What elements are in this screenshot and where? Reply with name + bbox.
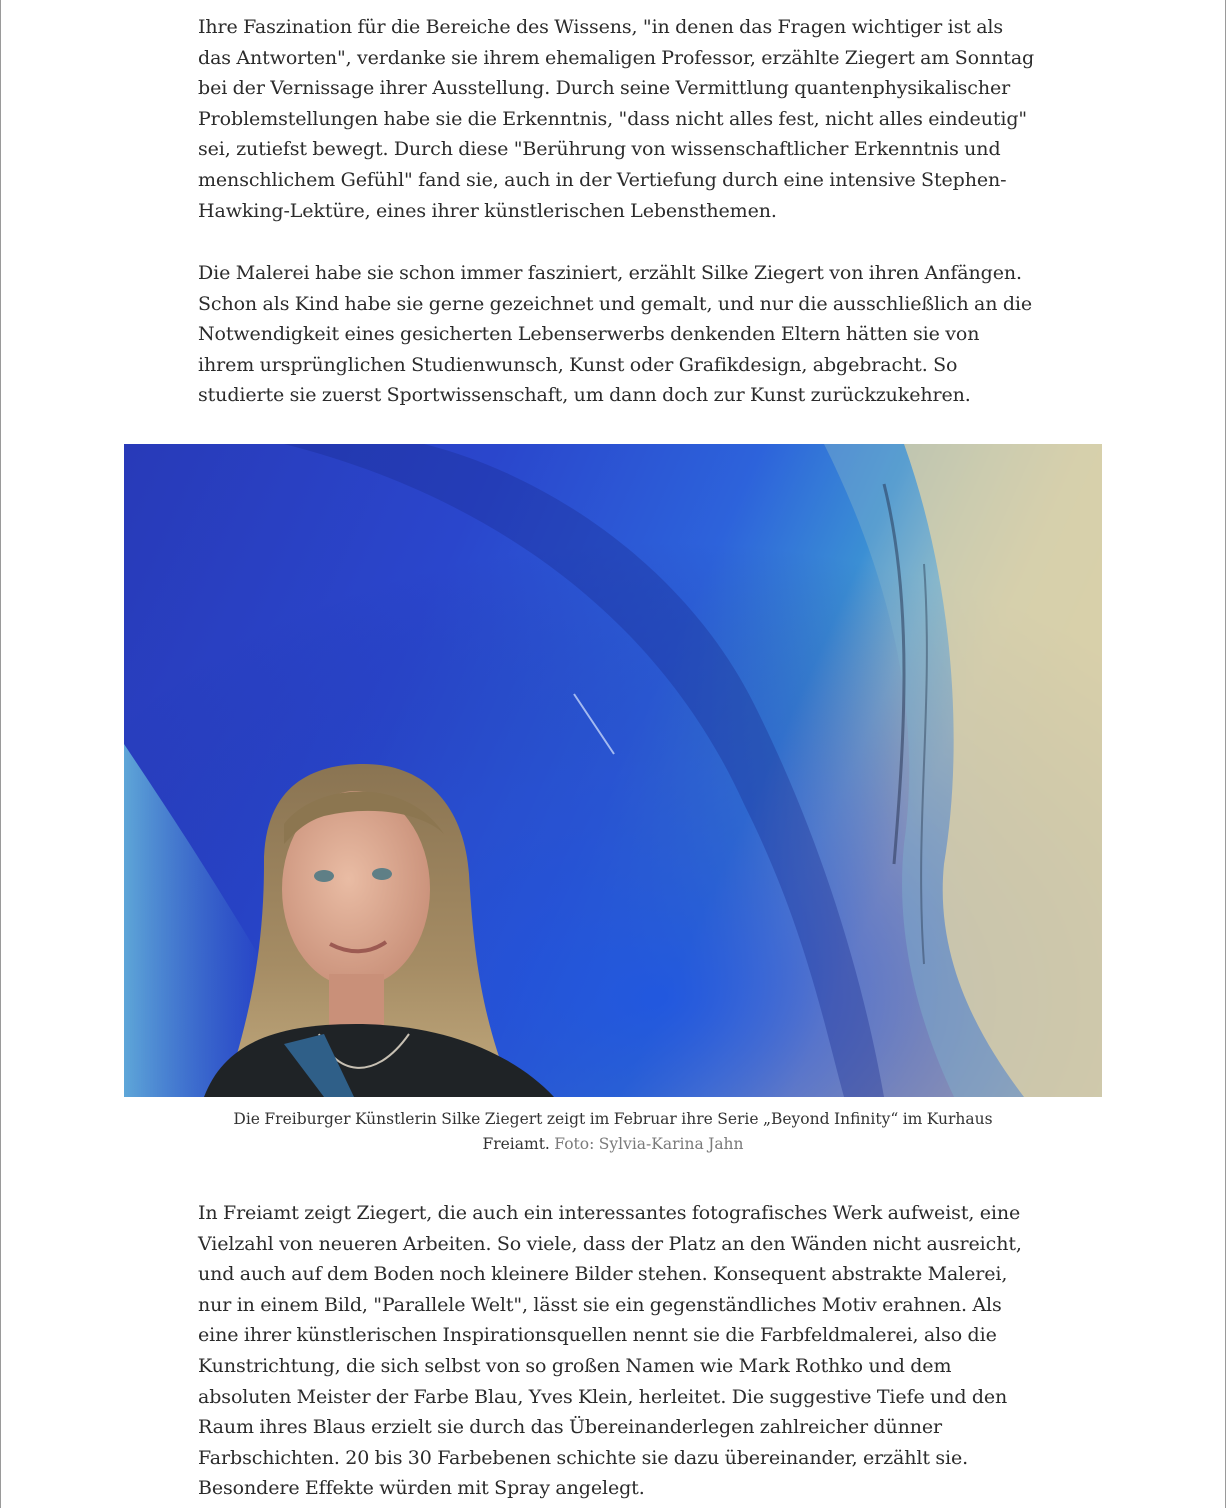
article-paragraph-3: In Freiamt zeigt Ziegert, die auch ein interessantes fotografisches Werk aufweist, eine Vielzahl von neueren Arbeiten. So viele, dass der Platz an den Wänden nicht ausreicht, und auch auf dem Boden noch kleinere Bilder stehen. Konsequent abstrakte Malerei, nur in einem Bild, "Parallele Welt", lässt sie ein gegenständliches Motiv erahnen. Als eine ihrer künstlerischen Inspirationsquellen nennt sie die Farbfeldmalerei, also die Kunstrichtung, die sich selbst von so großen Namen wie Mark Rothko und dem absoluten Meister der Farbe Blau, Yves Klein, herleitet. Die suggestive Tiefe und den Raum ihres Blaus erzielt sie durch das Übereinanderlegen zahlreicher dünner Farbschichten. 20 bis 30 Farbebenen schichte sie dazu übereinander, erzählt sie. Besondere Effekte würden mit Spray angelegt. xyxy=(198,1202,1022,1500)
article-paragraph-2: Die Malerei habe sie schon immer fasziniert, erzählt Silke Ziegert von ihren Anfängen. Schon als Kind habe sie gerne gezeichnet und gemalt, und nur die ausschließlich an die Notwendigkeit eines gesicherten Lebenserwerbs denkenden Eltern hätten sie von ihrem ursprünglichen Studienwunsch, Kunst oder Grafikdesign, abgebracht. So studierte sie zuerst Sportwissenschaft, um dann doch zur Kunst zurückzukehren. xyxy=(198,262,1033,407)
article-photo xyxy=(124,444,1102,1097)
photo-credit: Foto: Sylvia-Karina Jahn xyxy=(554,1135,744,1153)
article-paragraph-1: Ihre Faszination für die Bereiche des Wissens, "in denen das Fragen wichtiger ist als das Antworten", verdanke sie ihrem ehemaligen Professor, erzählte Ziegert am Sonntag bei der Vernissage ihrer Ausstellung. Durch seine Vermittlung quantenphysikalischer Problemstellungen habe sie die Erkenntnis, "dass nicht alles fest, nicht alles eindeutig" sei, zutiefst bewegt. Durch diese "Berührung von wissenschaftlicher Erkenntnis und menschlichem Gefühl" fand sie, auch in der Vertiefung durch eine intensive Stephen-Hawking-Lektüre, eines ihrer künstlerischen Lebensthemen. xyxy=(198,16,1035,222)
photo-artist-in-front-of-painting xyxy=(124,444,1102,1097)
photo-caption-text: Die Freiburger Künstlerin Silke Ziegert zeigt im Februar ihre Serie „Beyond Infinity“ im Kurhaus Freiamt. xyxy=(233,1110,993,1153)
photo-caption xyxy=(198,1107,1028,1157)
